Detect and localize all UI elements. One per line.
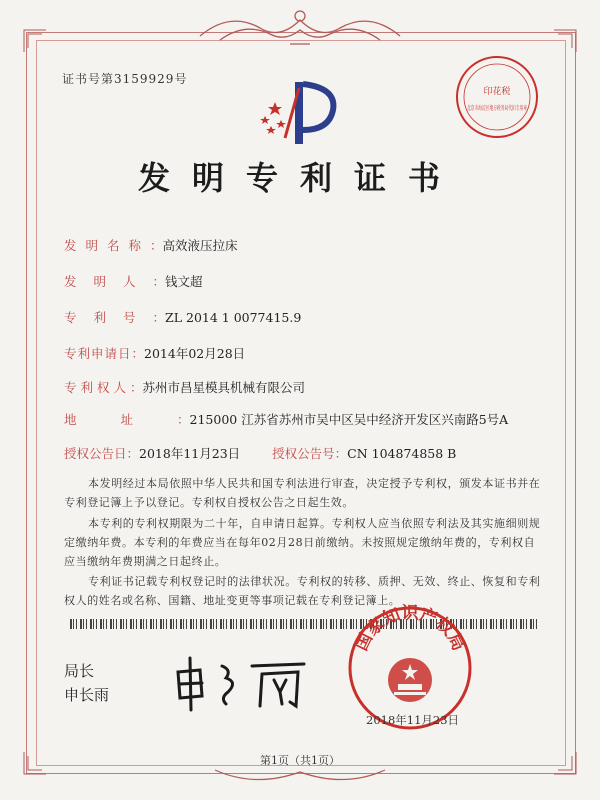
invention-name-label: 发明名称 <box>64 238 151 253</box>
director-name: 申长雨 <box>64 686 110 704</box>
paragraph: 本发明经过本局依照中华人民共和国专利法进行审查，决定授予专利权，颁发本证书并在专利登记簿上予以登记。专利权自授权公告之日起生效。 <box>64 477 541 509</box>
inventor-row: 发明人：钱文超 <box>64 274 203 289</box>
tax-stamp-text: 北京市海淀区地方税务局代扣专用章 <box>467 105 564 112</box>
tax-stamp <box>452 52 564 142</box>
cnipa-logo-icon <box>255 78 345 148</box>
address: 215000 江苏省苏州市吴中区吴中经济开发区兴南路5号A <box>189 412 509 427</box>
patentee-label: 专利权人 <box>64 380 131 395</box>
filing-date-row: 专利申请日：2014年02月28日 <box>64 346 246 361</box>
patent-number: ZL 2014 1 0077415.9 <box>165 310 302 325</box>
invention-name-row: 发明名称：高效液压拉床 <box>64 238 238 253</box>
certificate-title: 发明专利证书 <box>137 159 462 197</box>
invention-name: 高效液压拉床 <box>162 238 238 253</box>
grant-number-label: 授权公告号 <box>272 446 335 461</box>
director-signature <box>170 652 310 712</box>
address-label: 地址 <box>64 412 178 427</box>
inventor: 钱文超 <box>165 274 203 289</box>
grant-date: 2018年11月23日 <box>139 446 241 461</box>
director-title: 局长 <box>64 662 95 680</box>
seal-text: 国家知识产权局 <box>351 604 469 655</box>
page-number: 第1页（共1页） <box>260 754 340 767</box>
inventor-label: 发明人 <box>64 274 153 289</box>
paragraph: 本专利的专利权期限为二十年，自申请日起算。专利权人应当依照专利法及其实施细则规定缴纳年费。本专利的年费应当在每年02月28日前缴纳。未按照规定缴纳年费的，专利权自应当缴纳年费期满之日起终止。 <box>64 517 541 568</box>
paragraph: 专利证书记载专利权登记时的法律状况。专利权的转移、质押、无效、终止、恢复和专利权人的姓名或名称、国籍、地址变更等事项记载在专利登记簿上。 <box>64 575 541 607</box>
patent-number-row: 专利号：ZL 2014 1 0077415.9 <box>64 310 302 325</box>
svg-text:国家知识产权局 <box>352 604 469 654</box>
corner-ornament <box>552 28 578 54</box>
patentee: 苏州市昌星模具机械有限公司 <box>142 380 306 395</box>
certificate-number: 证书号第3159929号 <box>62 72 188 86</box>
filing-date-label: 专利申请日 <box>64 346 132 361</box>
grant-number: CN 104874858 B <box>347 446 457 461</box>
grant-row: 授权公告日：2018年11月23日 授权公告号：CN 104874858 B <box>64 446 457 461</box>
tax-stamp-inner: 印花税 <box>483 87 511 97</box>
patentee-row: 专利权人：苏州市昌星模具机械有限公司 <box>64 380 306 395</box>
address-row: 地址：215000 江苏省苏州市吴中区吴中经济开发区兴南路5号A <box>64 412 509 427</box>
grant-date-label: 授权公告日 <box>64 446 127 461</box>
filing-date: 2014年02月28日 <box>144 346 246 361</box>
seal-date: 2018年11月23日 <box>366 713 460 727</box>
patent-number-label: 专利号 <box>64 310 153 325</box>
corner-ornament <box>22 28 48 54</box>
top-ornament <box>190 6 410 50</box>
